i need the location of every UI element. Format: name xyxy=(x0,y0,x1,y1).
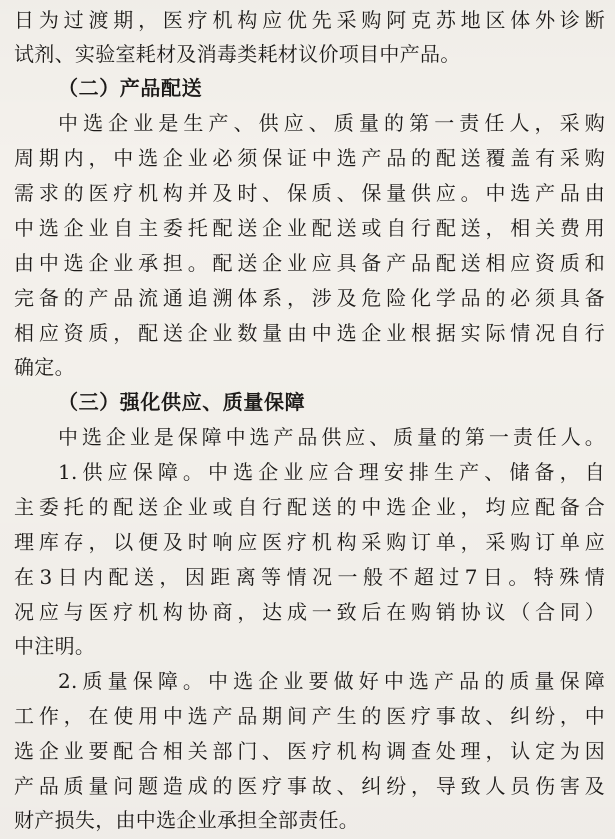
paragraph-line: 试剂、实验室耗材及消毒类耗材议价项目中产品。 xyxy=(14,42,461,66)
paragraph-line: 需求的医疗机构并及时、保质、保量供应。中选产品由 xyxy=(14,181,605,205)
paragraph-line: 理库存，以便及时响应医疗机构采购订单，采购订单应 xyxy=(14,530,605,554)
paragraph-line: 在3日内配送，因距离等情况一般不超过7日。特殊情 xyxy=(14,565,605,589)
paragraph-line: 日为过渡期，医疗机构应优先采购阿克苏地区体外诊断 xyxy=(14,8,605,32)
paragraph-line: 2.质量保障。中选企业要做好中选产品的质量保障 xyxy=(58,669,605,693)
paragraph-line: 工作，在使用中选产品期间产生的医疗事故、纠纷，中 xyxy=(14,704,605,728)
paragraph-line: 中选企业自主委托配送企业配送或自行配送，相关费用 xyxy=(14,216,605,240)
paragraph-line: 中注明。 xyxy=(14,634,96,658)
paragraph-line: 中选企业是保障中选产品供应、质量的第一责任人。 xyxy=(58,425,605,449)
paragraph-line: 1.供应保障。中选企业应合理安排生产、储备，自 xyxy=(58,460,605,484)
paragraph-line: 确定。 xyxy=(14,355,75,379)
paragraph-line: 产品质量问题造成的医疗事故、纠纷，导致人员伤害及 xyxy=(14,774,605,798)
paragraph-line: 主委托的配送企业或自行配送的中选企业，均应配备合 xyxy=(14,495,605,519)
section-heading: （三）强化供应、质量保障 xyxy=(58,390,306,414)
paragraph-line: 况应与医疗机构协商，达成一致后在购销协议（合同） xyxy=(14,600,605,624)
paragraph-line: 财产损失，由中选企业承担全部责任。 xyxy=(14,808,360,832)
paragraph-line: 周期内，中选企业必须保证中选产品的配送覆盖有采购 xyxy=(14,146,605,170)
paragraph-line: 选企业要配合相关部门、医疗机构调查处理，认定为因 xyxy=(14,739,605,763)
paragraph-line: 完备的产品流通追溯体系，涉及危险化学品的必须具备 xyxy=(14,286,605,310)
section-heading: （二）产品配送 xyxy=(58,76,203,100)
paragraph-line: 中选企业是生产、供应、质量的第一责任人，采购 xyxy=(58,111,605,135)
paragraph-line: 相应资质，配送企业数量由中选企业根据实际情况自行 xyxy=(14,321,605,345)
paragraph-line: 由中选企业承担。配送企业应具备产品配送相应资质和 xyxy=(14,251,605,275)
